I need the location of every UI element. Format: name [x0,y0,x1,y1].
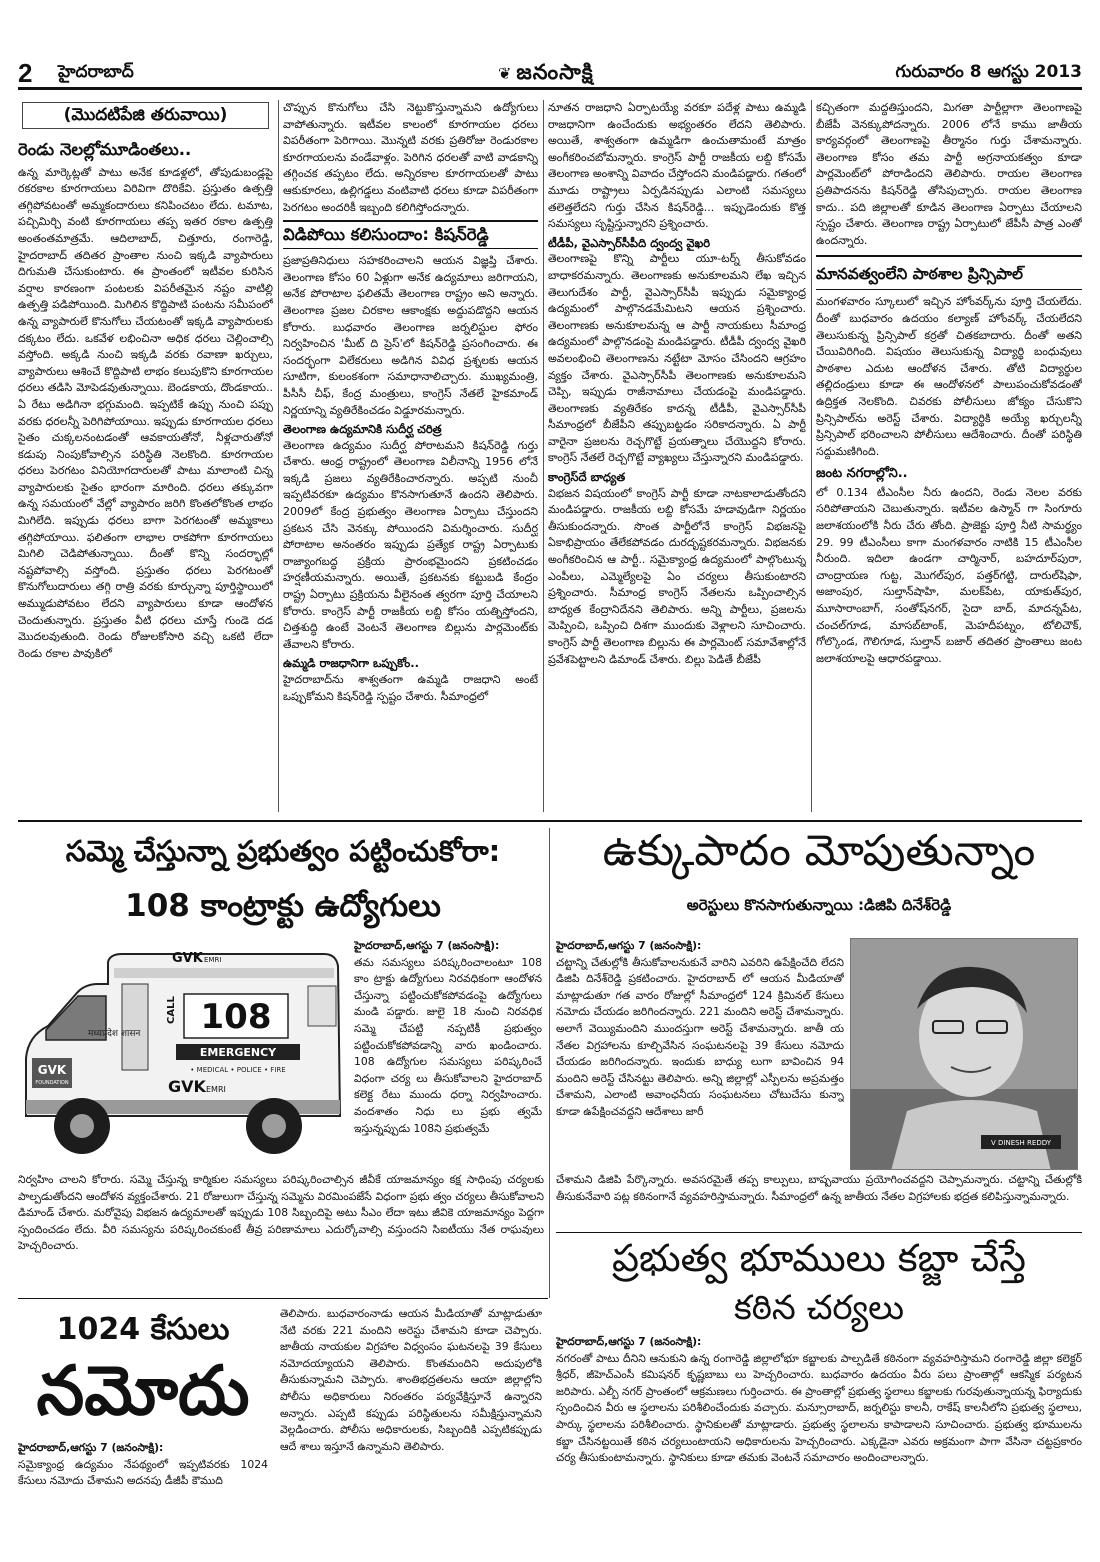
number-108: 108 [200,997,272,1037]
mp-text: मध्यप्रदेश शासन [88,1029,141,1039]
headline-two-months: రెండు నెలల్లోమూడింతలు.. [18,139,192,159]
issue-date: గురువారం 8 ఆగస్టు 2013 [895,62,1082,82]
call-label: CALL [166,996,177,1024]
article-body: చేశామని డిజిపి పేర్కొన్నారు. అవసరమైతే తప్ప కాల్పులు, బాష్పవాయు ప్రయోగించవద్దని చెప్పామన్నారు. చట్టాన్ని చేతుల్లోకి తీసుకునేవారి పట్ల కఠినంగానే వ్యవహరిస్తామన్నారు. సీమాంధ్రలో ఉన్న జాతీయ నేతల విగ్రహాలకు భద్రత కలిపిస్తున్నామన్నారు. [556,1173,1082,1203]
dgp-body-left [556,938,844,1170]
strike-body-right [354,938,542,1170]
article-body: తెలంగాణ ఉద్యమం సుదీర్ఘ పోరాటమని కిషన్‌రెడ్డి గుర్తు చేశారు. ఆంధ్ర రాష్ట్రంలో తెలంగాణ విలీనాన్ని 1956 లోనే ఇక్కడి ప్రజలు వ్యతిరేకించారన్నారు. అప్పటి నుంచీ ఇప్పటివరకూ ఉద్యమం కొనసాగుతూనే ఉందని తెలిపారు. 2009లో కేంద్ర ప్రభుత్వం తెలంగాణ ఏర్పాటు చేస్తుందని ప్రకటన చేసి వెనక్కు పోయిందని విమర్శించారు. సుదీర్ఘ పోరాటాల అనంతరం ఇప్పుడు ప్రత్యేక రాష్ట్ర ఏర్పాటుకు రాజ్యాంగబద్ధ ప్రక్రియ ప్రారంభమైందని ప్రకటించడం హర్షణీయమన్నారు. అయితే, ప్రకటనకు కట్టుబడి కేంద్రం రాష్ట్ర ఏర్పాటు ప్రక్రియను వీలైనంత త్వరగా పూర్తి చేయాలని కోరారు. కాంగ్రెస్ పార్టీ రాజకీయ లబ్ది కోసం యత్నిస్తోందని, చిత్తశుద్ధి ఉంటే వెంటనే తెలంగాణ బిల్లును పార్లమెంట్‌కు తేవాలని కోరారు. [283,438,538,651]
headline-dgp: ఉక్కుపాదం మోపుతున్నాం [602,826,1036,876]
name-badge: V DINESH REDDY [990,1139,1052,1147]
column-1 [18,102,273,814]
article-body: లో 0.134 టీఎంసీల నీరు ఉందని, రెండు నెలల వరకు సరిపోతాయని చెబుతున్నారు. ఇటీవల ఉస్మాన్ గా సింగూరు జలాశయంలోకి నీరు చేరు తోంది. ప్రాజెక్టు పూర్తి నీటి సామర్థ్యం 29. 99 టీఎంసీలు కాగా మంగళవారం నాటికి 15 టీఎంసీల నీరుంది. ఇదిలా ఉండగా చార్మినార్, బహదూర్‌పురా, చాంద్రాయణ గుట్ట, మొగల్‌పుర, పత్తర్‌గట్టి, దారుల్‌షిఫా, అజాంపుర, సుల్తాన్‌షాహి, మలక్‌పేట, యాకుత్‌పుర, మూసారాంబాగ్, సంతోష్‌నగర్, సైదా బాద్, మాదన్నపేట, చంచల్‌గూడ, మాసబ్‌టాంక్, మెహదీపట్నం, టోలిచౌక్, గోల్కొండ, గౌలిగూడ, సుల్తాన్ బజార్ తదితర ప్రాంతాలు జంట జలాశయాలపై ఆధారపడ్డాయి. [816,485,1082,665]
article-body: నూతన రాజధాని ఏర్పాటయ్యే వరకూ పదేళ్ల పాటు ఉమ్మడి రాజధానిగా ఉంచేందుకు అభ్యంతరం లేదని తెలిపారు. అయితే, శాశ్వతంగా ఉమ్మడిగా ఉంచుతామంటే మాత్రం అంగీకరించబోమన్నారు. కాంగ్రెస్ పార్టీ రాజకీయ లబ్ది కోసమే తెలంగాణ అంశాన్ని వివాదం చేస్తోందని మండిపడ్డారు. గతంలో మూడు రాష్ట్రాలు ఏర్పడినప్పుడు ఎలాంటి సమస్యలు తలెత్తలేదని గుర్తు చేసిన కిషన్‌రెడ్డి... ఇప్పుడెందుకు కొత్త సమస్యలు సృష్టిస్తున్నారని ప్రశ్నించారు. [548,101,806,231]
land-body [556,1334,1082,1554]
dgp-photo [850,938,1078,1170]
article-body: చట్టాన్ని చేతుల్లోకి తీసుకోవాలనుకునే వారిని ఎవరిని ఉపేక్షించేది లేదని డిజిపి దినేశ్‌రెడ్డి ప్రకటించారు. హైదరాబాద్ లో ఆయన మీడియాతో మాట్లాడుతూ గత వారం రోజుల్లో సీమాంధ్రలో 124 క్రిమినల్ కేసులు నమోదు చేయడం జరిగిందన్నారు. 221 మందిని అరెస్ట్ చేశామన్నారు. అలాగే వెయ్యిమందిని ముందస్తుగా అరెస్ట్ చేశామన్నారు. జాతీ య నేతల విగ్రహాలను కూల్చివేసిన సంఘటనలపై 39 కేసులు నమోదు చేయడం జరిగిందన్నారు. ఇందుకు బాధ్యు లుగా బావించిన 94 మందిని అరెస్ట్ చేసినట్టు తెలిపారు. అన్ని జిల్లాల్లో ఎస్పీలను అప్రమత్తం చేశామని, ఎలాంటి అవాంఛనీయ సంఘటనలు చోటుచేసు కున్నా కూడా ఉపేక్షించవద్దని ఆదేశాలు జారీ [556,955,844,1118]
cases-body-right [280,1306,542,1556]
column-divider [811,100,812,812]
masthead-logo [498,60,594,90]
ambulance-image [18,940,348,1172]
headline-kishan-reddy: విడిపోయి కలిసుందాం: కిషన్‌రెడ్డి [283,220,538,249]
column-divider [549,828,550,1298]
subheadline-dgp: అరెస్టులు కొనసాగుతున్నాయి :డిజిపి దినేశ్‌రెడ్డి [686,896,952,914]
article-body: తెలిపారు. బుధవారంనాడు ఆయన మీడియాతో మాట్లాడుతూ నేటి వరకు 221 మందిని అరెస్టు చేశామని కూడా చెప్పారు. జాతీయ నాయకుల విగ్రహాల విధ్వంసం ఘటనలపై 39 కేసులు నమోదయ్యాయని తెలిపారు. కొంతమందిని అదుపులోకి తీసుకున్నామని చెప్పారు. శాంతిభద్రతలను ఆయా జిల్లాల్లోని పోలీసు అధికారులు నిరంతరం పర్యవేక్షిస్తూనే ఉన్నారని అన్నారు. ఎప్పటి కప్పుడు పరిస్థితులను సమీక్షిస్తున్నామని వెల్లడించారు. పోలీసు అధికారులకు, సిబ్బందికి ఎప్పటికప్పుడు ఆదే శాలు ఇస్తూనే ఉన్నామని తెలిపారు. [280,1307,542,1453]
article-body: ఉన్న మార్కెట్లతో పాటు అనేక కూడళ్లలో, తోపుడుబండ్లపై రకరకాల కూరగాయలు విరివిగా దొరికేవి. ప్రస్తుతం ఉత్పత్తి తగ్గిపోవటంతో అమ్మకందారులు కనిపించటం లేదు. టమాట, పచ్చిమిర్చి వంటి కూరగాయలు తప్ప ఇతర రకాల ఉత్పత్తి అంతంతమాత్రమే. ఆదిలాబాద్, చిత్తూరు, రంగారెడ్డి, హైదరాబాద్ తదితర ప్రాంతాల నుంచి ఇక్కడి వ్యాపారులు దిగుమతి చేసుకుంటారు. ఈ ప్రాంతంలో ఇటీవల కురిసిన వర్షాల కారణంగా పంటలకు విపరీతమైన నష్టం వాటిల్లి ఉత్పత్తి పడిపోయింది. మిగిలిన కొద్దిపాటి పంటను సమీపంలో ఉన్న వ్యాపారులే కొనుగోలు చేయటంతో ఇక్కడి వ్యాపారులకు దక్కటం లేదు. ఒకవేళ లభించినా అధిక ధరలు చెల్లించాల్సి వస్తోంది. అక్కడి నుంచి ఇక్కడి వరకు రవాణా ఖర్చులు, వ్యాపారులు ఆశించే కొద్దిపాటి లాభం కలుపుకొని కూరగాయల ధరలు తడిసి మోపెడవుతున్నాయి. బెండకాయ, దొండకాయ.. ఏ రేటు అడిగినా భగ్గుమంది. ఇప్పటికే ఉప్పు నుంచి పప్పు వరకు ధరలన్నీ పెరిగిపోయాయి. ఇప్పుడు కూరగాయల ధరలు సైతం చుక్కలనంటడంతో ఆవకాయతోనో, నీళ్లచారుతోనో కడుపు నింపుకోవాల్సిన పరిస్థితి నెలకొంది. కూరగాయల ధరలు పెరగటం వినియోగదారులతో పాటు మాలాంటి చిన్న వ్యాపారులకు సైతం భారంగా మారింది. ధరలు తక్కువగా ఉన్న సమయంలో వేల్లో వ్యాపారం జరిగి కొంతలోకొంత లాభం మిగిలేది. ఇప్పుడు ధరలు బాగా పెరగటంతో అమ్మకాలు తగ్గిపోయాయి. ఫలితంగా లాభాల రాకపోగా కూరగాయలు మిగిలి చెడిపోతున్నాయి. దీంతో కొన్ని సందర్భాల్లో నష్టపోవాల్సి వస్తోంది. ప్రస్తుతం ధరలు పెరగటంతో కొనుగోలుదారులు తగ్గి రాత్రి వరకు కూర్చున్నా పూర్తిస్థాయిలో అమ్ముడుపోవటం లేదని వ్యాపారులు కూడా ఆందోళన చెందుతున్నారు. ప్రస్తుతం వీటి ధరలు చూస్తే గుండె దడ మొదలవుతుంది. రెండు రోజులకోసారి వచ్చి ఒకటి లేదా రెండు రకాల పావుకిలో [18,165,273,660]
headline-1024: 1024 కేసులు [56,1312,230,1347]
page-number: 2 [18,58,33,88]
dateline: హైదరాబాద్,ఆగస్టు 7 (జనంసాక్షి): [18,1441,164,1454]
article-body: మంగళవారం స్కూలులో ఇచ్చిన హోంవర్క్‌ను పూర్తి చేయలేదు. దీంతో బుధవారం ఉదయం కల్యాణ్ హోంవర్క్ చేయలేదని తెలుసుకున్న ప్రిన్సిపాల్ కర్రతో చితకబాదారు. దీంతో అతని చేయివిరిగింది. విషయం తెలుసుకున్న విద్యార్థి బంధువులు పాఠశాల ఎదుట ఆందోళన చేశారు. తోటి విద్యార్థుల తల్లిదండ్రులు కూడా ఈ ఆందోళనలో పాలుపంచుకోవడంతో ఉద్రిక్తత నెలకొంది. చివరకు పోలీసులు జోక్యం చేసుకొని ప్రిన్సిపాల్‌ను అరెస్ట్ చేశారు. విద్యార్థికి అయ్యే ఖర్చులన్నీ ప్రిన్సిపాల్ భరించాలని పోలీసులు ఆదేశించారు. దీంతో పరిస్థితి సద్దుమణిగింది. [816,295,1082,458]
cases-body-left [18,1440,268,1556]
brand-side-sub: EMRI [206,1085,226,1094]
column-3 [548,100,806,814]
column-4 [816,100,1082,814]
continued-box: (మొదటిపేజి తరువాయి) [22,102,269,129]
leaf-icon: ❦ [498,64,513,83]
headline-strike: సమ్మె చేస్తున్నా ప్రభుత్వం పట్టించుకోరా: [65,834,501,868]
headline-registered: నమోదు [36,1352,250,1431]
strike-body-bottom [18,1172,544,1292]
article-body: చొప్పున కొనుగోలు చేసి నెట్టుకొస్తున్నామని ఉద్యోగులు వాపోతున్నారు. ఇటీవల కాలంలో కూరగాయల ధరలు విపరీతంగా పెరిగాయి. మొన్నటి వరకు ప్రతిరోజు రెండురకాల కూరగాయలను వండేవాళ్లం. పెరిగిన ధరలతో వాటి వాడకాన్ని తగ్గించక తప్పటం లేదు. అన్నిరకాల కూరగాయలతో పాటు ఆకుకూరలు, ఉల్లిగడ్డలు వంటివాటి ధరలు కూడా విపరీతంగా పెరగటం అందరికీ ఇబ్బంది కలిగిస్తోందన్నారు. [283,101,538,214]
emergency-label: EMERGENCY [199,1046,277,1059]
section-city: హైదరాబాద్ [58,62,134,82]
dateline: హైదరాబాద్,ఆగస్టు 7 (జనంసాక్షి): [556,939,702,952]
subheadline-land: కఠిన చర్యలు [733,1288,905,1328]
article-body: తమ సమస్యలు పరిష్కరించాలంటూ 108 కాం ట్రాక్టు ఉద్యోగులు నిరవధికంగా ఆందోళన చేస్తున్నా పట్టించుకోకపోవడంపై ఉద్యోగులు మండి పడ్డారు. జులై 18 నుంచి నిరవధిక సమ్మె చేపట్టి నప్పటికీ ప్రభుత్వం పట్టించుకోకపోవడాన్ని వారు ఖండించారు. 108 ఉద్యోగుల సమస్యలు పరిష్కరించే విధంగా చర్య లు తీసుకోవాలని హైదరాబాద్ కలెక్ట రేటు ముందు ధర్నా నిర్వహించారు. వందశాతం నిధు లు ప్రభు త్వమే ఇస్తున్నప్పుడు 108ని ప్రభుత్వమే [354,955,542,1135]
subheading: ఉమ్మడి రాజధానిగా ఒప్పుకోం.. [283,656,419,671]
article-body: కచ్చితంగా మద్దతిస్తుందని, మిగతా పార్టీల్లాగా తెలంగాణపై బీజేపీ వెనక్కుపోదన్నారు. 2006 లోనే కాము జాతీయ కార్యవర్గంలో తెలంగాణపై తీర్మానం గుర్తు చేశామన్నారు. తెలంగాణ కోసం తమ పార్టీ అగ్రనాయకత్వం కూడా పార్లమెంట్‌లో పోరాడిందని తెలిపారు. రాయల తెలంగాణ ప్రతిపాదనను కిషన్‌రెడ్డి తోసిపుచ్చారు. రాయల తెలంగాణ కాదు.. పది జిల్లాలతో కూడిన తెలంగాణ ఏర్పాటు చేయాలని స్పష్టం చేశారు. తెలంగాణ రాష్ట్ర ఏర్పాటులో జేపీసీ పాత్ర ఎంతో ఉందన్నారు. [816,101,1082,247]
article-body: నగరంతో పాటు దీనిని ఆనుకుని ఉన్న రంగారెడ్డి జిల్లాలోభూ కబ్జాలకు పాల్పడితే కఠినంగా వ్యవహరిస్తామని రంగారెడ్డి జిల్లా కలెక్టర్ శ్రీధర్, జీహెచ్‌ఎంసీ కమిషనర్ కృష్ణబాబు లు హెచ్చరించారు. బుధవారం ఉదయం వీరు పలు ప్రాంతాల్లో ఆకస్మిక పర్యటన జరిపారు. ఎల్బీ నగర్ ప్రాంతంలో ఆక్రమణలు గుర్తించారు. ఈ ప్రాంతాల్లో ప్రభుత్వ స్థలాలు కబ్జాలకు గురవుతున్నాయన్న ఫిర్యాదుకు స్పందించిన వీరు ఆ స్థలాలను పరిశీలించేందుకు వచ్చారు. మన్సూరాబాద్, జర్నలిస్టు కాలనీ, రాకేష్ కాలనీలోని ప్రభుత్వ స్థలాలు, పార్కు స్థలాలను పరిశీలించారు. స్థానికులతో మాట్లాడారు. ప్రభుత్వ స్థలాలను కాపాడాలని సూచించారు. ప్రభుత్వ భూములను కబ్జా చేసినట్టయితే కఠిన చర్యలుంటాయని అధికారులను హెచ్చరించారు. ఎక్కడైనా ఎవరు అక్రమంగా పాగా వేసినా చట్టప్రకారం చర్య తీసుకుంటామన్నారు. స్థానికులు కూడా తమకు వెంటనే సమాచారం అందించాలన్నారు. [556,1351,1082,1465]
column-2 [283,100,538,814]
subheading: జంట నగరాల్లోని.. [816,466,908,482]
section-rule [556,1232,1082,1233]
subheading: టీడీపీ, వైఎస్సార్‌సీపీది ద్వంద్వ వైఖరి [548,235,711,250]
headline-principal: మానవత్వంలేని పాఠశాల ప్రిన్సిపాల్ [816,255,1082,290]
article-body: విభజన విషయంలో కాంగ్రెస్ పార్టీ కూడా నాటకాలాడుతోందని మండిపడ్డారు. రాజకీయ లబ్ది కోసమే హడావుడిగా నిర్ణయం తీసుకుందన్నారు. సొంత పార్టీలోనే కాంగ్రెస్ విభజనపై ఏకాభిప్రాయం తేలేకపోవడం దురదృష్టకరమన్నారు. విభజనకు అంగీకరించిన ఆ పార్టీ.. సమైక్యాంధ్ర ఉద్యమంలో పాల్గొంటున్న ఎంపీలు, ఎమ్మెల్యేలపై ఏం చర్యలు తీసుకుంటారని ప్రశ్నించారు. సీమాంధ్ర కాంగ్రెస్ నేతలను ఒప్పించాల్సిన బాధ్యత కేంద్రానిదేనని తెలిపారు. అన్ని పార్టీలు, ప్రజలను మెప్పించి, ఒప్పించి దిశగా ముందుకు వెళ్లాలని సూచించారు. కాంగ్రెస్ పార్టీ తెలంగాణ బిల్లును ఈ పార్లమెంట్ సమావేశాల్లోనే ప్రవేశపెట్టాలని డిమాండ్ చేశారు. బిల్లు పెడితే బీజేపీ [548,486,806,666]
article-body: హైదరాబాద్‌ను శాశ్వతంగా ఉమ్మడి రాజధాని అంటే ఒప్పుకోమని కిషన్‌రెడ్డి స్పష్టం చేశారు. సీమాంధ్రలో [283,673,538,703]
subheading: కాంగ్రెస్‌దే బాధ్యత [548,470,626,485]
article-body: నిర్వహిం చాలని కోరారు. సమ్మె చేస్తున్న కార్మికుల సమస్యలు పరిష్కరించాల్సిన జీవీకే యాజమాన్యం కక్ష సాధింపు చర్యలకు పాల్పడుతోందని ఆందోళన వ్యక్తంచేశారు. 21 రోజులుగా చేస్తున్న సమ్మెను విరమింపజేసే విధంగా ప్రభు త్వం చర్యలు తీసుకోవాలని డిమాండ్ చేశారు. మరోవైపు విభజన ఉద్యమాలతో ఇప్పుడు 108 సిబ్బందిపై అటు సీఎం లేదా ఇటు జీవికె యాజమాన్యం పెద్దగా స్పందించడం లేదు. వీరి సమస్యను పరిష్కరించకుంటే తీవ్ర పరిణామాలు ఎదుర్కోవాల్సి వస్తుందని సిఐటీయు నేత రాఘవులు హెచ్చరించారు. [18,1173,544,1253]
column-divider [278,100,279,812]
article-body: ప్రజాప్రతినిధులు సహకరించాలని ఆయన విజ్ఞప్తి చేశారు. తెలంగాణ కోసం 60 ఏళ్లుగా అనేక ఉద్యమాలు జరిగాయని, అనేక పోరాటాల ఫలితమే తెలంగాణ రాష్ట్రం అని అన్నారు. తెలంగాణ ప్రజల చిరకాల ఆకాంక్షకు అద్దుపడొద్దని ఆయన కోరారు. బుధవారం తెలంగాణ జర్నలిస్టుల ఫోరం నిర్వహించిన 'మీట్ ది ప్రెస్'లో కిషన్‌రెడ్డి ప్రసంగించారు. ఈ సందర్భంగా విలేకరులు అడిగిన వివిధ ప్రశ్నలకు ఆయన సూటిగా, కులంకశంగా సమాధానాలిచ్చారు. ముఖ్యమంత్రి, పీసీసీ చీఫ్, కేంద్ర మంత్రులు, కాంగ్రెస్ నేతలే హైకమాండ్ నిర్ణయాన్ని వ్యతిరేకించడం విడ్డూరమన్నారు. [283,254,538,417]
section-rule [18,820,1082,822]
services-label: • MEDICAL • POLICE • FIRE [190,1066,286,1074]
dateline: హైదరాబాద్,ఆగస్టు 7 (జనంసాక్షి): [556,1335,702,1348]
dateline: హైదరాబాద్,ఆగస్టు 7 (జనంసాక్షి): [354,939,500,952]
headline-land: ప్రభుత్వ భూములు కబ్జా చేస్తే [612,1236,1026,1280]
article-body: తెలంగాణపై కొన్ని పార్టీలు యూ-టర్న్ తీసుకోవడం బాధాకరమన్నారు. తెలంగాణకు అనుకూలమని లేఖ ఇచ్చిన తెలుగుదేశం పార్టీ, వైఎస్సార్‌సీపీ ఇప్పుడు సమైక్యాంధ్ర ఉద్యమంలో పాల్గొనడమేమిటని ఆయన ప్రశ్నించారు. తెలంగాణకు అనుకూలమన్న ఆ పార్టీ నాయకులు సీమాంధ్ర ఉద్యమంలో పాల్గొనడంపై మండిపడ్డారు. టీడీపీ ద్వంద్వ వైఖరి అవలంభించి తెలంగాణను నట్టేటా మోసం చేసిందని ఆగ్రహం వ్యక్తం చేశారు. వైఎస్సార్‌సీపీ తెలంగాణకు అనుకూలమని చెప్పి, ఇప్పుడు రాజీనామాలు చేయడంపై మండిపడ్డారు. తెలంగాణకు వ్యతిరేకం కాదన్న టీడీపీ, వైఎస్సార్‌సీపీ సీమాంధ్రలో బీజేపీని తప్పుబట్టడం సరికాదన్నారు. ఏ పార్టీ వారైనా ప్రజలను రెచ్చగొట్టే ప్రయత్నాలు చేయొద్దని కోరారు. కాంగ్రెస్ నేతలే రెచ్చగొట్టే వ్యాఖ్యలు చేస్తున్నారని మండిపడ్డారు. [548,252,806,465]
foundation-logo: GVK [37,1063,67,1077]
brand-top: GVK [172,951,203,966]
section-rule [18,1298,548,1299]
page-header [18,58,1082,90]
column-divider [543,100,544,812]
subheading: తెలంగాణ ఉద్యమానికి సుదీర్ఘ చరిత్ర [283,422,442,437]
masthead-text: జనంసాక్షి [516,60,594,84]
brand-top-sub: EMRI [204,956,222,964]
foundation-label: FOUNDATION [35,1080,69,1086]
brand-side: GVK [168,1077,206,1096]
portrait-image [851,939,1078,1170]
article-body: సమైక్యాంధ్ర ఉద్యమం నేపథ్యంలో ఇప్పటివరకు 1024 కేసులు నమోదు చేశామని అదనపు డీజీపీ కౌముది [18,1457,268,1488]
dgp-body-bottom [556,1172,1082,1232]
subheadline-108: 108 కాంట్రాక్టు ఉద్యోగులు [125,888,441,924]
